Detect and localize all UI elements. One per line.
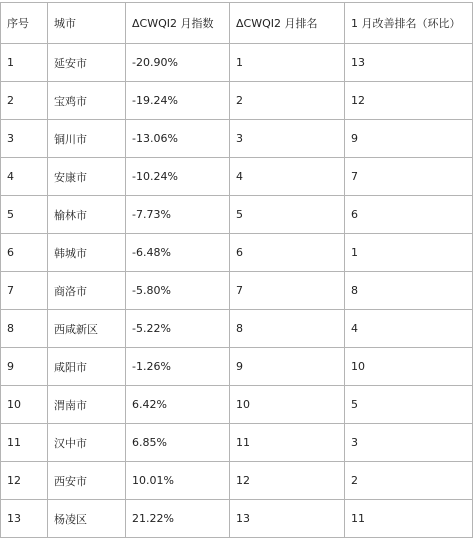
table-row	[1, 120, 473, 158]
cell-january-improvement-rank: 5	[345, 386, 473, 424]
header-serial-number: 序号	[1, 3, 48, 44]
cell-cwqi-change-rank: 6	[230, 234, 345, 272]
table-row	[1, 348, 473, 386]
cell-city: 宝鸡市	[48, 82, 126, 120]
cell-january-improvement-rank: 3	[345, 424, 473, 462]
cell-city: 西咸新区	[48, 310, 126, 348]
cell-city: 商洛市	[48, 272, 126, 310]
cell-cwqi-change-index: -6.48%	[126, 234, 230, 272]
cell-city: 铜川市	[48, 120, 126, 158]
cell-serial-number: 13	[1, 500, 48, 538]
cell-serial-number: 6	[1, 234, 48, 272]
cell-cwqi-change-rank: 9	[230, 348, 345, 386]
table-row	[1, 234, 473, 272]
cell-cwqi-change-index: -5.80%	[126, 272, 230, 310]
cell-cwqi-change-rank: 12	[230, 462, 345, 500]
cell-city: 汉中市	[48, 424, 126, 462]
table-row	[1, 158, 473, 196]
table-row	[1, 196, 473, 234]
cell-cwqi-change-index: 6.85%	[126, 424, 230, 462]
cell-january-improvement-rank: 7	[345, 158, 473, 196]
table-row	[1, 386, 473, 424]
table-row	[1, 424, 473, 462]
cell-cwqi-change-rank: 8	[230, 310, 345, 348]
cell-cwqi-change-rank: 4	[230, 158, 345, 196]
cell-cwqi-change-index: -7.73%	[126, 196, 230, 234]
header-city: 城市	[48, 3, 126, 44]
cell-serial-number: 8	[1, 310, 48, 348]
cell-city: 杨凌区	[48, 500, 126, 538]
cell-cwqi-change-rank: 13	[230, 500, 345, 538]
cell-city: 安康市	[48, 158, 126, 196]
table-row	[1, 500, 473, 538]
cell-cwqi-change-index: -10.24%	[126, 158, 230, 196]
ranking-table	[0, 2, 473, 538]
cell-city: 西安市	[48, 462, 126, 500]
cell-january-improvement-rank: 4	[345, 310, 473, 348]
cell-serial-number: 7	[1, 272, 48, 310]
cell-serial-number: 1	[1, 44, 48, 82]
cell-january-improvement-rank: 12	[345, 82, 473, 120]
cell-serial-number: 11	[1, 424, 48, 462]
table-row	[1, 82, 473, 120]
table-row	[1, 272, 473, 310]
cell-serial-number: 4	[1, 158, 48, 196]
header-cwqi-change-index: ΔCWQI2 月指数	[126, 3, 230, 44]
cell-serial-number: 2	[1, 82, 48, 120]
table-header-row	[1, 3, 473, 44]
cell-city: 延安市	[48, 44, 126, 82]
cell-serial-number: 5	[1, 196, 48, 234]
cell-cwqi-change-index: -5.22%	[126, 310, 230, 348]
cell-cwqi-change-index: -1.26%	[126, 348, 230, 386]
cell-january-improvement-rank: 2	[345, 462, 473, 500]
cell-cwqi-change-index: -19.24%	[126, 82, 230, 120]
cell-cwqi-change-rank: 10	[230, 386, 345, 424]
cell-january-improvement-rank: 13	[345, 44, 473, 82]
cell-january-improvement-rank: 10	[345, 348, 473, 386]
cell-serial-number: 3	[1, 120, 48, 158]
cell-serial-number: 10	[1, 386, 48, 424]
cell-serial-number: 12	[1, 462, 48, 500]
table-row	[1, 44, 473, 82]
cell-cwqi-change-rank: 7	[230, 272, 345, 310]
cell-cwqi-change-rank: 2	[230, 82, 345, 120]
cell-cwqi-change-rank: 3	[230, 120, 345, 158]
header-january-improvement-rank: 1 月改善排名（环比）	[345, 3, 473, 44]
cell-january-improvement-rank: 6	[345, 196, 473, 234]
cell-cwqi-change-rank: 1	[230, 44, 345, 82]
table-row	[1, 462, 473, 500]
cell-cwqi-change-index: -13.06%	[126, 120, 230, 158]
cell-january-improvement-rank: 8	[345, 272, 473, 310]
cell-january-improvement-rank: 1	[345, 234, 473, 272]
cell-cwqi-change-rank: 5	[230, 196, 345, 234]
cell-city: 韩城市	[48, 234, 126, 272]
cell-january-improvement-rank: 9	[345, 120, 473, 158]
header-cwqi-change-rank: ΔCWQI2 月排名	[230, 3, 345, 44]
cell-city: 榆林市	[48, 196, 126, 234]
cell-city: 咸阳市	[48, 348, 126, 386]
table-row	[1, 310, 473, 348]
cell-cwqi-change-index: -20.90%	[126, 44, 230, 82]
cell-cwqi-change-index: 21.22%	[126, 500, 230, 538]
cell-cwqi-change-rank: 11	[230, 424, 345, 462]
cell-cwqi-change-index: 10.01%	[126, 462, 230, 500]
cell-city: 渭南市	[48, 386, 126, 424]
cell-cwqi-change-index: 6.42%	[126, 386, 230, 424]
cell-serial-number: 9	[1, 348, 48, 386]
cell-january-improvement-rank: 11	[345, 500, 473, 538]
